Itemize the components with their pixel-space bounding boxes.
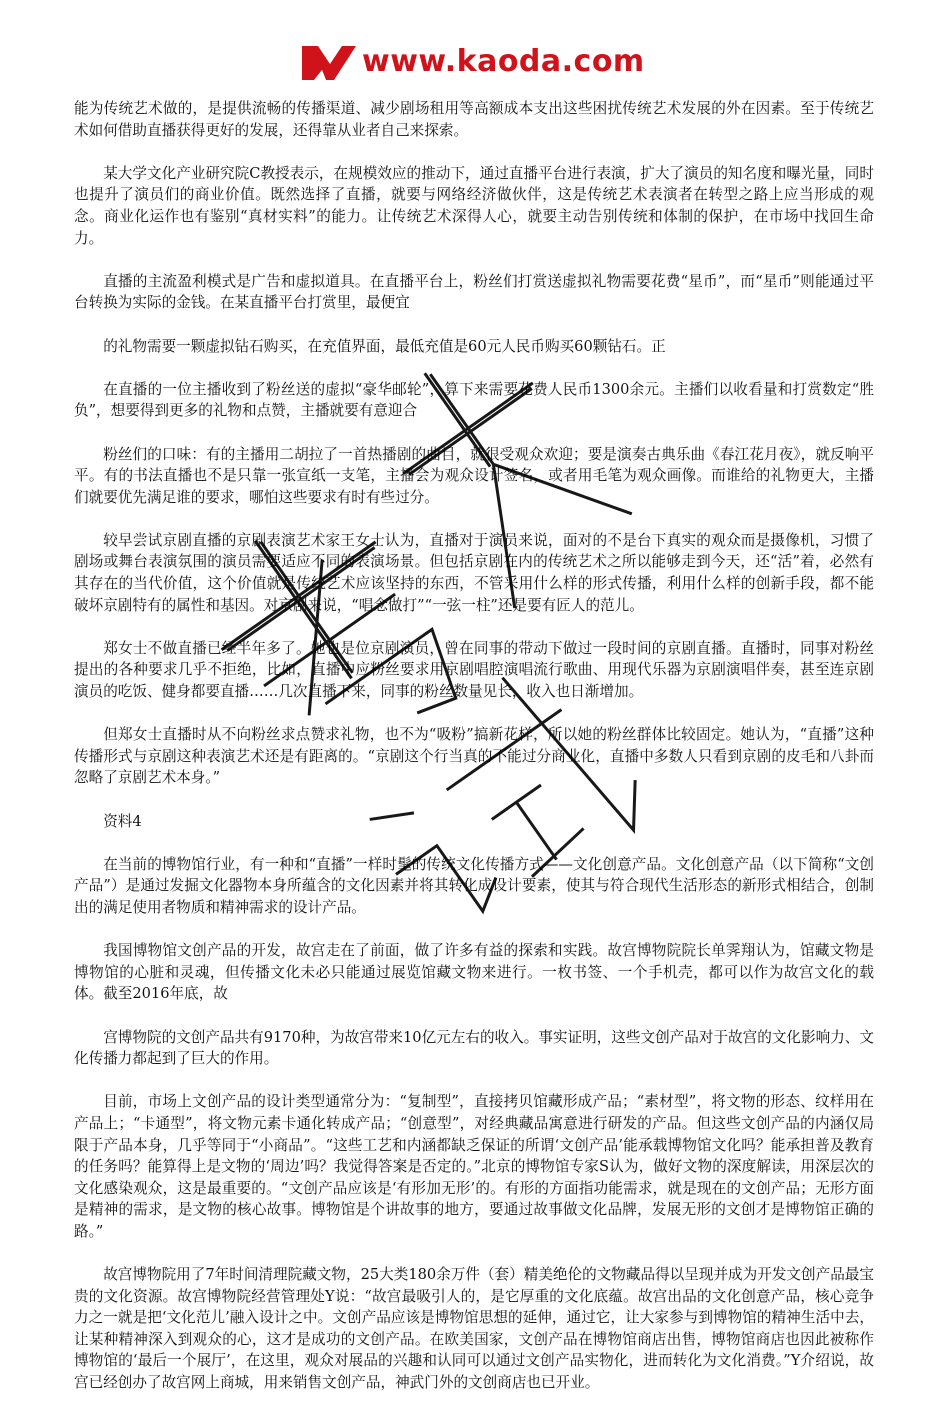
paragraph: 宫博物院的文创产品共有9170种，为故宫带来10亿元左右的收入。事实证明，这些文创产品对于故宫的文化影响力、文化传播力都起到了巨大的作用。 (74, 1028, 874, 1068)
paragraph: 某大学文化产业研究院C教授表示，在规模效应的推动下，通过直播平台进行表演，扩大了演员的知名度和曝光量，同时也提升了演员们的商业价值。既然选择了直播，就要与网络经济做伙伴，这是传统艺术表演者在转型之路上应当形成的观念。商业化运作也有鉴别“真材实料”的能力。让传统艺术深得人心，就要主动告别传统和体制的保护，在市场中找回生命力。 (74, 164, 874, 247)
paragraph: 郑女士不做直播已经半年多了。她也是位京剧演员，曾在同事的带动下做过一段时间的京剧直播。直播时，同事对粉丝提出的各种要求几乎不拒绝，比如，直播中应粉丝要求用京剧唱腔演唱流行歌曲、用现代乐器为京剧演唱伴奏，甚至连京剧演员的吃饭、健身都要直播……几次直播下来，同事的粉丝数量见长，收入也日渐增加。 (74, 639, 874, 701)
site-url-link[interactable]: www.kaoda.com (362, 44, 645, 79)
page-header (300, 20, 645, 90)
paragraph: 较早尝试京剧直播的京剧表演艺术家王女士认为，直播对于演员来说，面对的不是台下真实的观众而是摄像机，习惯了剧场或舞台表演氛围的演员需要适应不同的表演场景。但包括京剧在内的传统艺术之所以能够走到今天，还“活”着，必然有其存在的当代价值，这个价值就是传统艺术应该坚持的东西，不管采用什么样的形式传播，利用什么样的创新手段，都不能破坏京剧特有的属性和基因。对京剧来说，“唱念做打”“一弦一柱”还是要有匠人的范儿。 (74, 531, 874, 614)
paragraph: 的礼物需要一颗虚拟钻石购买，在充值界面，最低充值是60元人民币购买60颗钻石。正 (103, 337, 666, 355)
kaoda-logo-icon (300, 42, 360, 82)
paragraph: 在当前的博物馆行业，有一种和“直播”一样时髦的传统文化传播方式——文化创意产品。文化创意产品（以下简称“文创产品”）是通过发掘文化器物本身所蕴含的文化因素并将其转化成设计要素，使其与符合现代生活形态的新形式相结合，创制出的满足使用者物质和精神需求的设计产品。 (74, 855, 874, 916)
paragraph: 我国博物馆文创产品的开发，故宫走在了前面，做了许多有益的探索和实践。故宫博物院院长单霁翔认为，馆藏文物是博物馆的心脏和灵魂，但传播文化未必只能通过展览馆藏文物来进行。一枚书签、一个手机壳，都可以作为故宫文化的载体。截至2016年底，故 (74, 942, 874, 1003)
section-label: 资料4 (103, 812, 142, 830)
paragraph: 能为传统艺术做的，是提供流畅的传播渠道、减少剧场租用等高额成本支出这些困扰传统艺术发展的外在因素。至于传统艺术如何借助直播获得更好的发展，还得靠从业者自己来探索。 (74, 100, 874, 139)
paragraph: 直播的主流盈利模式是广告和虚拟道具。在直播平台上，粉丝们打赏送虚拟礼物需要花费“星币”，而“星币”则能通过平台转换为实际的金钱。在某直播平台打赏里，最便宜 (74, 272, 874, 312)
paragraph: 故宫博物院用了7年时间清理院藏文物，25大类180余万件（套）精美绝伦的文物藏品得以呈现并成为开发文创产品最宝贵的文化资源。故宫博物院经营管理处Y说：“故宫最吸引人的，是它厚重的文化底蕴。故宫出品的文化创意产品，核心竞争力之一就是把‘文化范儿’融入设计之中。文创产品应该是博物馆思想的延伸，通过它，让大家参与到博物馆的精神生活中去，让某种精神深入到观众的心，这才是成功的文创产品。在欧美国家，文创产品在博物馆商店出售，博物馆商店也因此被称作博物馆的‘最后一个展厅’，在这里，观众对展品的兴趣和认同可以通过文创产品实物化，进而转化为文化消费。”Y介绍说，故宫已经创办了故宫网上商城，用来销售文创产品，神武门外的文创商店也已开业。 (74, 1266, 874, 1392)
paragraph: 在直播的一位主播收到了粉丝送的虚拟“豪华邮轮”，算下来需要花费人民币1300余元。主播们以收看量和打赏数定“胜负”，想要得到更多的礼物和点赞，主播就要有意迎合 (74, 380, 874, 420)
paragraph: 目前，市场上文创产品的设计类型通常分为：“复制型”，直接拷贝馆藏形成产品；“素材型”，将文物的形态、纹样用在产品上；“卡通型”，将文物元素卡通化转成产品；“创意型”，对经典藏品寓意进行研发的产品。但这些文创产品的内涵仅局限于产品本身，几乎等同于“小商品”。“这些工艺和内涵都缺乏保证的所谓‘文创产品’能承载博物馆文化吗？能承担普及教育的任务吗？能算得上是文物的‘周边’吗？我觉得答案是否定的。”北京的博物馆专家S认为，做好文物的深度解读，用深层次的文化感染观众，这是最重要的。“文创产品应该是‘有形加无形’的。有形的方面指功能需求，就是现在的文创产品；无形方面是精神的需求，是文物的核心故事。博物馆是个讲故事的地方，要通过故事做文化品牌，发展无形的文创才是博物馆正确的路。” (74, 1093, 874, 1240)
document-body (74, 98, 874, 1415)
paragraph: 但郑女士直播时从不向粉丝求点赞求礼物，也不为“吸粉”搞新花样，所以她的粉丝群体比较固定。她认为，“直播”这种传播形式与京剧这种表演艺术还是有距离的。“京剧这个行当真的不能过分商业化，直播中多数人只看到京剧的皮毛和八卦而忽略了京剧艺术本身。” (74, 726, 874, 787)
paragraph: 粉丝们的口味：有的主播用二胡拉了一首热播剧的曲目，就很受观众欢迎；要是演奏古典乐曲《春江花月夜》，就反响平平。有的书法直播也不是只靠一张宣纸一支笔，主播会为观众设计签名，或者用毛笔为观众画像。而谁给的礼物更大，主播们就要优先满足谁的要求，哪怕这些要求有时有些过分。 (74, 445, 874, 506)
